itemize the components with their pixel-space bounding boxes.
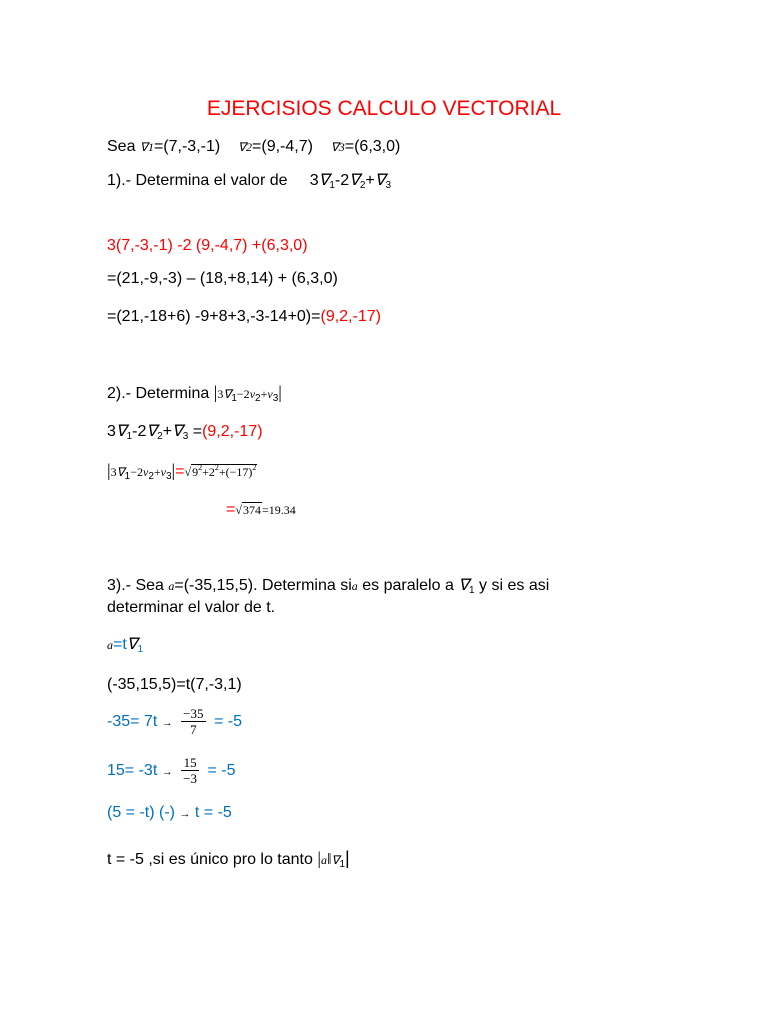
arrow-icon: → [179, 808, 191, 820]
abs-v: v [142, 465, 149, 479]
sub-1: 1 [124, 471, 131, 482]
ex3-parallel: es paralelo a [362, 577, 454, 594]
eq3-lhs: (5 = -t) (-) [107, 804, 175, 821]
radicand-b: +2 [202, 465, 215, 479]
eq1-result: = -5 [213, 713, 242, 730]
abs-open: | [317, 848, 321, 868]
v3-value: =(6,3,0) [344, 138, 401, 155]
nabla-symbol: ∇ [458, 577, 470, 594]
abs-minus: −2 [236, 387, 250, 401]
ex2-prompt-line [107, 382, 282, 409]
abs-coef: 3 [110, 465, 117, 479]
ex2-minus: -2 [132, 423, 147, 440]
eq1-num: −35 [183, 706, 204, 722]
ex3-vector-eq: (-35,15,5)=t(7,-3,1) [107, 676, 242, 693]
ex1-result: (9,2,-17) [320, 308, 381, 325]
ex3-tail: y si es asi [479, 577, 550, 594]
ex1-step2: =(21,-9,-3) – (18,+8,14) + (6,3,0) [107, 270, 338, 287]
ex3-intro: 3).- Sea [107, 577, 164, 594]
nabla-symbol: ∇ [146, 423, 158, 440]
abs-close: | [345, 848, 350, 868]
radicand-c: +(−17) [218, 465, 253, 479]
sqrt-radicand [191, 464, 257, 479]
square-sup: 2 [214, 463, 219, 472]
sub-1: 1 [126, 431, 133, 442]
intro-sea: Sea [107, 138, 136, 155]
ex1-step3-text: =(21,-18+6) -9+8+3,-3-14+0)= [107, 308, 321, 325]
magnitude-result: =19.34 [261, 503, 296, 517]
sub-1: 1 [469, 585, 475, 596]
a-symbol: a [168, 579, 175, 593]
abs-v: v [160, 465, 166, 479]
ex3-line2: determinar el valor de t. [107, 599, 276, 616]
a-symbol: a [107, 638, 113, 652]
abs-open: | [213, 382, 218, 402]
sqrt-value: 374 [242, 503, 261, 517]
ex2-plus: + [162, 423, 173, 440]
conclusion-text: t = -5 ,si es único pro lo tanto [107, 851, 313, 868]
eq2-result: = -5 [207, 762, 236, 779]
sub-1: 1 [137, 644, 144, 655]
abs-v: v [267, 387, 273, 401]
abs-v: v [249, 387, 256, 401]
ex2-magnitude-line [107, 458, 257, 487]
parallel-symbol: ‖ [326, 851, 332, 868]
v1-symbol: ∇1 [139, 140, 154, 154]
ex3-eq2 [107, 754, 235, 789]
abs-coef: 3 [217, 387, 224, 401]
sqrt-symbol: √ [184, 465, 192, 479]
abs-close: | [171, 460, 176, 480]
sub-2: 2 [148, 471, 154, 482]
sub-2: 2 [359, 180, 366, 191]
ex3-relation [107, 635, 143, 660]
eq2-num: 15 [181, 755, 199, 771]
nabla-symbol: ∇ [331, 853, 340, 867]
v2-symbol: ∇2 [237, 140, 253, 154]
ex1-step3 [107, 307, 381, 327]
eq1-lhs: -35= 7t [107, 713, 158, 730]
abs-close: | [278, 382, 282, 402]
sub-1: 1 [339, 859, 346, 870]
ex2-eq: = [192, 423, 203, 440]
ex1-minus: -2 [334, 172, 350, 189]
nabla-symbol: ∇ [223, 387, 232, 401]
ex3-conclusion [107, 848, 350, 875]
nabla-symbol: ∇ [349, 172, 360, 189]
ex1-coef: 3 [309, 172, 319, 189]
relation-eq: =t [113, 636, 127, 653]
sub-2: 2 [157, 431, 163, 442]
ex1-prompt: 1).- Determina el valor de [107, 172, 288, 189]
ex2-result: (9,2,-17) [202, 423, 263, 440]
radicand-a: 9 [192, 465, 199, 479]
ex1-step1: 3(7,-3,-1) -2 (9,-4,7) +(6,3,0) [107, 237, 308, 254]
nabla-symbol: ∇ [374, 172, 386, 189]
eq3-result: t = -5 [194, 804, 232, 821]
a-symbol: a [351, 579, 358, 593]
abs-minus: −2 [130, 465, 143, 479]
eq2-lhs: 15= -3t [107, 762, 158, 779]
eq1-fraction [181, 706, 205, 737]
ex3-vector: =(-35,15,5). Determina si [174, 577, 352, 594]
ex3-eq1 [107, 705, 242, 740]
abs-open: | [107, 460, 111, 480]
arrow-icon: → [161, 766, 173, 778]
abs-plus: + [260, 387, 268, 401]
sub-1: 1 [231, 393, 237, 404]
sub-1: 1 [329, 180, 335, 191]
ex2-prompt: 2).- Determina [107, 385, 210, 402]
arrow-icon: → [161, 717, 173, 729]
ex2-coef: 3 [107, 423, 116, 440]
square-sup: 2 [252, 463, 257, 472]
eq2-fraction [181, 755, 199, 786]
sub-3: 3 [165, 471, 172, 482]
eq-red: = [175, 463, 185, 480]
v3-symbol: ∇3 [330, 140, 345, 154]
eq1-den: 7 [190, 722, 197, 738]
nabla-symbol: ∇ [116, 465, 125, 479]
ex2-line2 [107, 422, 263, 447]
ex2-result-line [226, 500, 296, 520]
abs-plus: + [153, 465, 161, 479]
page-title: EJERCISIOS CALCULO VECTORIAL [206, 97, 562, 120]
v2-value: =(9,-4,7) [252, 138, 313, 155]
nabla-symbol: ∇ [318, 172, 330, 189]
ex3-eq3 [107, 803, 232, 824]
sub-3: 3 [272, 393, 279, 404]
nabla-symbol: ∇ [115, 423, 127, 440]
v1-value: =(7,-3,-1) [153, 138, 221, 155]
sqrt-symbol: √ [235, 503, 242, 517]
sub-2: 2 [255, 393, 261, 404]
nabla-symbol: ∇ [126, 636, 138, 653]
square-sup: 2 [198, 463, 203, 472]
eq2-den: −3 [183, 771, 198, 787]
sub-3: 3 [385, 180, 392, 191]
nabla-symbol: ∇ [172, 423, 183, 440]
a-symbol: a [320, 853, 327, 867]
ex1-plus: + [365, 172, 375, 189]
eq-red: = [226, 501, 236, 518]
sub-3: 3 [182, 431, 189, 442]
ex1-prompt-line [107, 171, 391, 196]
intro-line [107, 137, 400, 157]
